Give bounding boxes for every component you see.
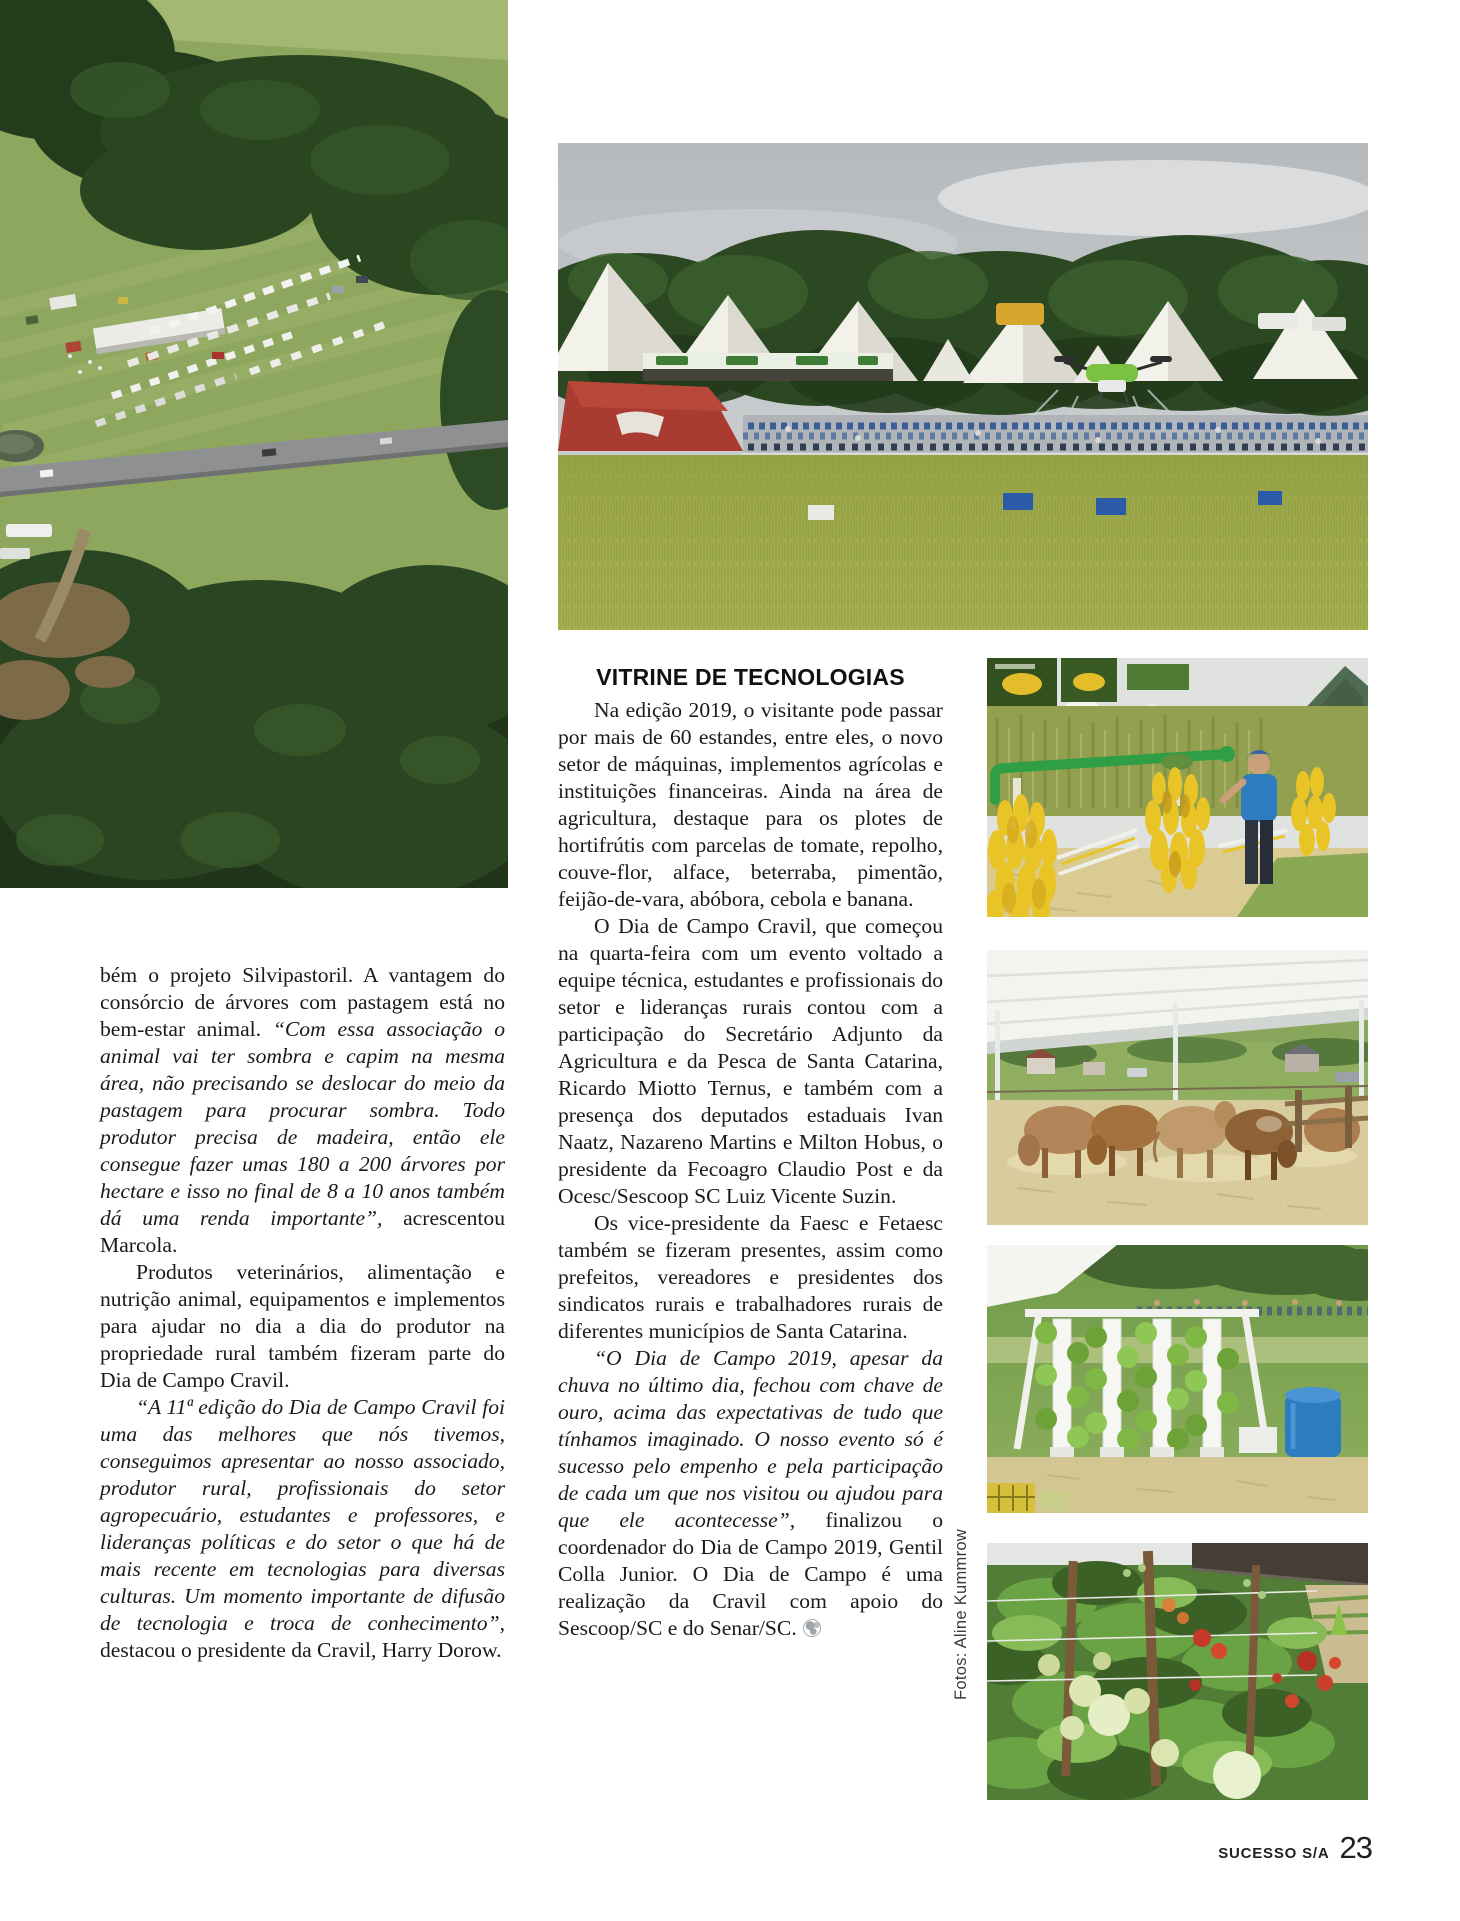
paragraph: “O Dia de Campo 2019, apesar da chuva no último dia, fechou com chave de ouro, acima das expectativas de tudo que tínhamos imaginado. O nosso evento só é sucesso pelo empenho e pela participação de cada um que nos visitou ou ajudou para que ele acontecesse”, finalizou o coordenador do Dia de Campo 2019, Gentil Colla Junior. O Dia de Campo é uma realização da Cravil com apoio do Sescoop/SC e do Senar/SC. (558, 1346, 944, 1640)
white-table (1239, 1427, 1277, 1453)
page-footer (1140, 1830, 1372, 1866)
middle-text-column (558, 664, 943, 1642)
field-day-drone-photo (558, 143, 1368, 630)
aerial-event-overview-photo (0, 0, 508, 888)
middle-paragraphs (558, 697, 943, 1642)
bus (6, 524, 52, 537)
tomato-plot-photo (987, 1543, 1368, 1800)
corn-display-photo (987, 658, 1368, 917)
paragraph: Os vice-presidente da Faesc e Fetaesc também se fizeram presentes, assim como prefeitos, vereadores e presidentes dos sindicatos rurais e trabalhadores rurais de diferentes municípios de Santa Catarina. (558, 1211, 943, 1343)
left-text-column (100, 962, 505, 1664)
paragraph: Na edição 2019, o visitante pode passar por mais de 60 estandes, entre eles, o novo setor de máquinas, implementos agrícolas e instituições financeiras. Ainda na área de agricultura, destaque para os plotes de hortifrútis com parcelas de tomate, repolho, couve-flor, alface, beterraba, pimentão, feijão-de-vara, abóbora, cebola e banana. (558, 698, 943, 911)
hydroponic-lettuce-photo (987, 1245, 1368, 1513)
photo-credit: Fotos: Aline Kummrow (952, 1528, 970, 1700)
blue-barrel (1285, 1387, 1341, 1457)
yellow-crate (987, 1483, 1035, 1513)
paragraph: Produtos veterinários, alimentação e nutrição animal, equipamentos e implementos para ajudar no dia a dia do produtor na propriedade rural também fizeram parte do Dia de Campo Cravil. (100, 1260, 505, 1392)
page-number: 23 (1339, 1830, 1372, 1865)
left-paragraphs (100, 962, 505, 1664)
end-of-article-globe-icon (803, 1619, 821, 1637)
yellow-bus (996, 303, 1044, 325)
paragraph: bém o projeto Silvipastoril. A vantagem do consórcio de árvores com pastagem está no bem-estar animal. “Com essa associação o animal vai ter sombra e capim na mesma área, não precisando se deslocar do meio da pastagem para procurar sombra. Todo produtor precisa de madeira, então ele consegue fazer umas 180 a 200 árvores por hectare e isso no final de 8 a 10 anos também dá uma renda importante”, acrescentou Marcola. (100, 963, 505, 1257)
cattle-exhibit-photo (987, 950, 1368, 1225)
paragraph: “A 11ª edição do Dia de Campo Cravil foi uma das melhores que nós tivemos, conseguimos apresentar ao nosso associado, produtor rural, profissionais do setor agropecuário, estudantes e professores, e lideranças políticas e do setor o que há de mais recente em tecnologias para diversas culturas. Um momento importante de difusão de tecnologia e troca de conhecimento”, destacou o presidente da Cravil, Harry Dorow. (100, 1395, 505, 1662)
section-heading: VITRINE DE TECNOLOGIAS (596, 664, 905, 690)
magazine-brand: SUCESSO S/A (1218, 1845, 1330, 1862)
paragraph: O Dia de Campo Cravil, que começou na quarta-feira com um evento voltado a equipe técnica, estudantes e profissionais do setor e lideranças rurais contou com a participação do Secretário Adjunto da Agricultura e da Pesca de Santa Catarina, Ricardo Miotto Ternus, e também com a presença dos deputados estaduais Ivan Naatz, Nazareno Martins e Milton Hobus, o presidente da Fecoagro Claudio Post e da Ocesc/Sescoop SC Luiz Vicente Suzin. (558, 914, 943, 1208)
